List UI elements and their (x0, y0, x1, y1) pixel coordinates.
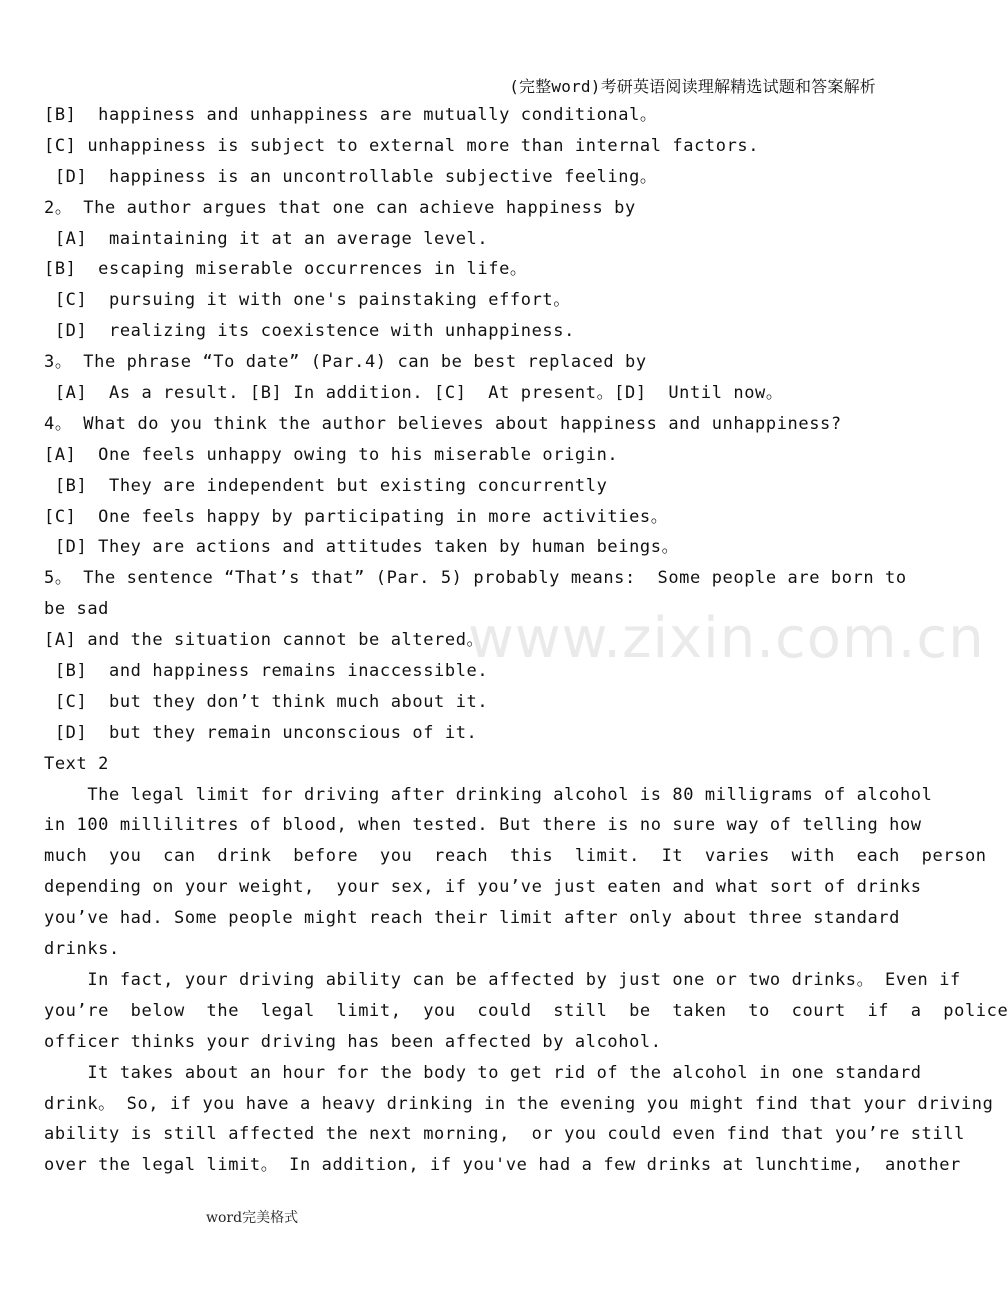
text-line: It takes about an hour for the body to get rid of the alcohol in one standard (44, 1062, 922, 1083)
text-line: [C] but they don’t think much about it. (44, 691, 489, 712)
text-line: officer thinks your driving has been affected by alcohol. (44, 1031, 662, 1052)
text-line: In fact, your driving ability can be affected by just one or two drinks。 Even if (44, 969, 961, 990)
text-line: [D] realizing its coexistence with unhappiness. (44, 321, 575, 342)
text-line: [B] and happiness remains inaccessible. (44, 661, 489, 682)
text-line: [B] escaping miserable occurrences in life。 (44, 259, 528, 280)
text-line: drink。 So, if you have a heavy drinking in the evening you might find that your driving (44, 1093, 994, 1114)
text-line: 4。 What do you think the author believes about happiness and unhappiness? (44, 413, 842, 434)
page-header: (完整word)考研英语阅读理解精选试题和答案解析 (509, 77, 876, 96)
text-line: [A] and the situation cannot be altered。 (44, 630, 485, 651)
page-footer: word完美格式 (206, 1210, 299, 1226)
text-line: The legal limit for driving after drinking alcohol is 80 milligrams of alcohol (44, 784, 933, 805)
text-line: depending on your weight, your sex, if you’ve just eaten and what sort of drinks (44, 877, 922, 898)
text-line: 3。 The phrase “To date” (Par.4) can be best replaced by (44, 352, 647, 373)
text-line: over the legal limit。 In addition, if you've had a few drinks at lunchtime, another (44, 1155, 961, 1176)
text-line: [B] happiness and unhappiness are mutually conditional。 (44, 105, 658, 125)
text-line: [C] unhappiness is subject to external more than internal factors. (44, 135, 760, 156)
text-line: 5。 The sentence “That’s that” (Par. 5) probably means: Some people are born to (44, 568, 907, 589)
text-line: ability is still affected the next morning, or you could even find that you’re still (44, 1124, 965, 1145)
text-line: [A] maintaining it at an average level. (44, 228, 489, 249)
text-line: you’re below the legal limit, you could still be taken to court if a police (44, 1000, 1008, 1021)
text-line: [A] One feels unhappy owing to his miserable origin. (44, 444, 619, 465)
text-line: [D] but they remain unconscious of it. (44, 722, 478, 743)
text-line: [B] They are independent but existing concurrently (44, 475, 608, 496)
text-line: [D] happiness is an uncontrollable subjective feeling。 (44, 166, 658, 187)
watermark: www.zixin.com.cn (468, 606, 985, 671)
text-line: [C] One feels happy by participating in more activities。 (44, 506, 669, 527)
text-line: in 100 millilitres of blood, when tested. But there is no sure way of telling how (44, 815, 922, 836)
text-line: Text 2 (44, 753, 110, 774)
text-line: [D] They are actions and attitudes taken by human beings。 (44, 537, 680, 558)
text-line: you’ve had. Some people might reach their limit after only about three standard (44, 908, 900, 929)
text-line: much you can drink before you reach this limit. It varies with each person (44, 846, 987, 867)
text-line: [A] As a result. [B] In addition. [C] At present。[D] Until now。 (44, 383, 784, 404)
text-line: 2。 The author argues that one can achieve happiness by (44, 197, 636, 218)
text-line: drinks. (44, 939, 120, 960)
text-line: be sad (44, 599, 110, 620)
text-line: [C] pursuing it with one's painstaking effort。 (44, 290, 571, 311)
